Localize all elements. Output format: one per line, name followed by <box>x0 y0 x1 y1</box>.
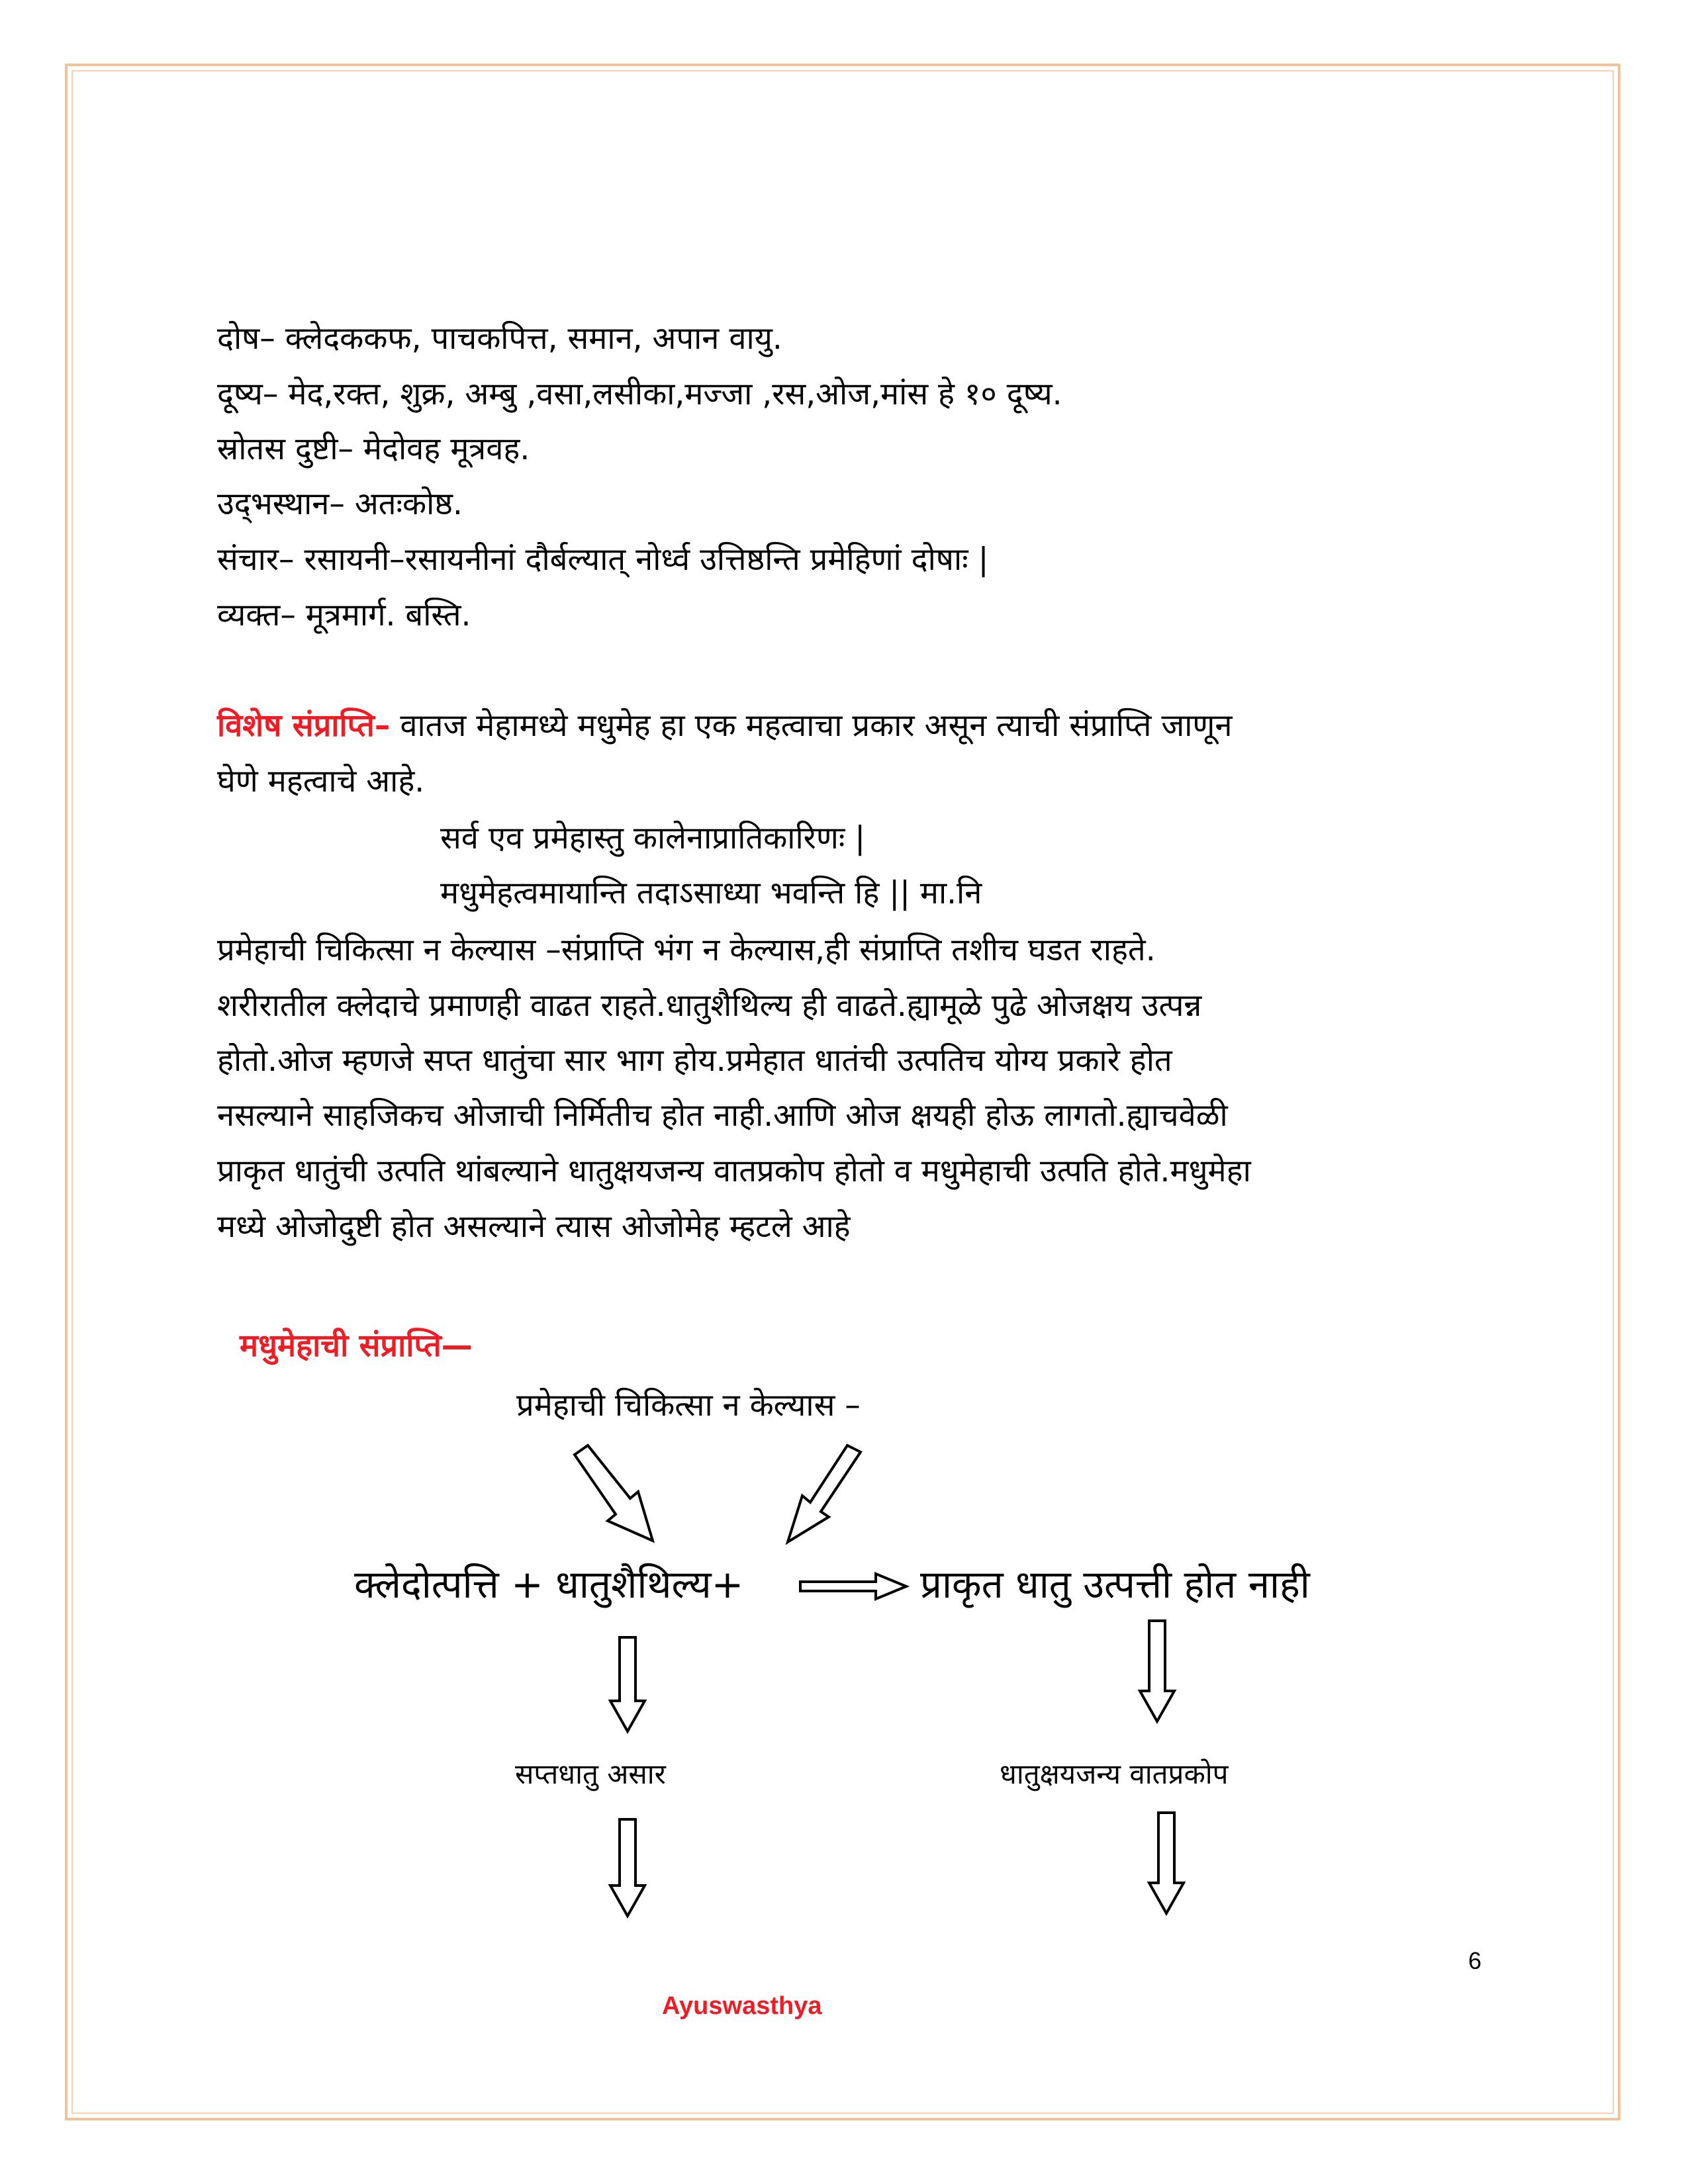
shloka-line-2: मधुमेहत्वमायान्ति तदाऽसाध्या भवन्ति हि || मा.नि <box>440 875 982 911</box>
flow-right-sub: धातुक्षयजन्य वातप्रकोप <box>1000 1758 1229 1790</box>
flow-left-sub: सप्तधातु असार <box>515 1758 666 1790</box>
dushya-line: दूष्य– मेद,रक्त, शुक्र, अम्बु ,वसा,लसीका,मज्जा ,रस,ओज,मांस हे १० दूष्य. <box>217 376 1062 412</box>
arrow-down-icon <box>1147 1810 1186 1916</box>
paragraph-line-1: प्रमेहाची चिकित्सा न केल्यास –संप्राप्ति भंग न केल्यास,ही संप्राप्ति तशीच घडत राहते. <box>217 932 1156 968</box>
vishesh-text: वातज मेहामध्ये मधुमेह हा एक महत्वाचा प्रकार असून त्याची संप्राप्ति जाणून <box>400 707 1233 744</box>
udbhavasthan-line: उद्‌भस्थान– अतःकोष्ठ. <box>217 486 463 522</box>
srotas-line: स्रोतस दुष्टी– मेदोवह मूत्रवह. <box>217 431 530 467</box>
arrow-down-icon <box>1137 1618 1177 1724</box>
paragraph-line-4: नसल्याने साहजिकच ओजाची निर्मितीच होत नाही.आणि ओज क्षयही होऊ लागतो.ह्याचवेळी <box>217 1097 1228 1134</box>
footer-brand: Ayuswasthya <box>662 1992 822 2020</box>
arrow-down-icon <box>608 1817 647 1919</box>
arrow-right-icon <box>798 1570 910 1603</box>
flow-right-main: प्राकृत धातु उत्पत्ती होत नाही <box>920 1562 1310 1607</box>
flow-left-main: क्लेदोत्पत्ति + धातुशैथिल्य+ <box>354 1562 744 1607</box>
dosha-line: दोष– क्लेदककफ, पाचकपित्त, समान, अपान वायु. <box>217 320 782 357</box>
vishesh-samprapti <box>217 707 1233 744</box>
arrow-down-icon <box>608 1635 647 1734</box>
sanchar-line: संचार– रसायनी–रसायनीनां दौर्बल्यात् नोर्ध्व उत्तिष्ठन्ति प्रमेहिणां दोषाः | <box>217 541 989 578</box>
vishesh-text-continued: घेणे महत्वाचे आहे. <box>217 763 425 799</box>
flow-top-node: प्रमेहाची चिकित्सा न केल्यास – <box>516 1387 861 1424</box>
arrow-down-left-icon <box>781 1443 867 1549</box>
paragraph-line-3: होतो.ओज म्हणजे सप्त धातुंचा सार भाग होय.प्रमेहात धातंची उत्पतिच योग्य प्रकारे होत <box>217 1042 1172 1079</box>
flow-heading: मधुमेहाची संप्राप्ति— <box>240 1328 473 1364</box>
page-number: 6 <box>1468 1947 1482 1974</box>
paragraph-line-6: मध्ये ओजोदुष्टी होत असल्याने त्यास ओजोमेह म्हटले आहे <box>217 1208 851 1245</box>
arrow-down-right-icon <box>569 1443 662 1549</box>
paragraph-line-2: शरीरातील क्लेदाचे प्रमाणही वाढत राहते.धातुशैथिल्य ही वाढते.ह्यामूळे पुढे ओजक्षय उत्पन्न <box>217 987 1202 1024</box>
paragraph-line-5: प्राकृत धातुंची उत्पति थांबल्याने धातुक्षयजन्य वातप्रकोप होतो व मधुमेहाची उत्पति होते.मधुमेहा <box>217 1153 1251 1189</box>
shloka-line-1: सर्व एव प्रमेहास्तु कालेनाप्रातिकारिणः | <box>440 820 866 856</box>
vyakta-line: व्यक्त– मूत्रमार्ग. बस्ति. <box>217 597 471 633</box>
vishesh-heading: विशेष संप्राप्ति– <box>217 707 391 744</box>
